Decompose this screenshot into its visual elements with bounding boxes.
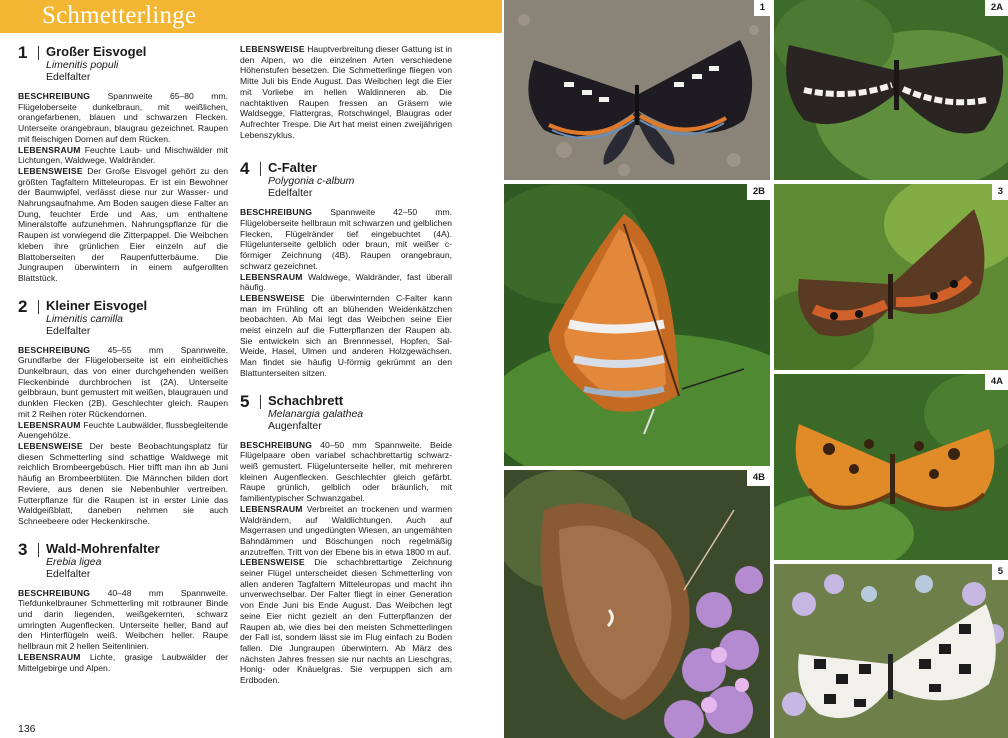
photo-label: 5 [992,564,1008,580]
entry-divider [38,543,39,557]
species-family: Edelfalter [268,187,313,200]
section-label: LEBENSWEISE [240,292,305,303]
photo-woodland-ringlet [774,184,1008,370]
photo-label: 4B [747,470,770,486]
photo-great-white-admiral [504,0,770,180]
species-latin-name: Limenitis populi [46,59,119,71]
section-text: Spannweite 42–50 mm. Flügeloberseite hellbraun mit schwarzen und gelblichen Flecken, Flügelränder tief eingebuchtet (4A). Flügelunterseite gelblich oder braun, mit weißer c-förmiger Zeichnung (4B). Raupen orangebraun, schwarz gezeichnet. [240,207,452,271]
photo-white-admiral-upperside [774,0,1008,180]
section-text: Spannweite 65–80 mm. Flügeloberseite dunkelbraun, mit weißlichen, orangefarbenen, blauen und schwarzen Flecken. Unterseite orangebraun, blaugrau gezeichnet. Raupen mit fleischigen Dornen auf dem Rücken. [18,91,228,144]
section-label: BESCHREIBUNG [240,439,313,450]
section-label: LEBENSRAUM [18,651,81,662]
species-entry-1 [18,44,228,284]
section-label: LEBENSRAUM [240,503,303,514]
entry-number: 1 [18,43,28,62]
section-label: LEBENSRAUM [240,271,303,282]
section-text: Feuchte Laubwälder, flussbegleitende Auengehölze. [18,419,228,441]
species-family: Edelfalter [46,324,91,337]
entry-number: 4 [240,159,250,179]
page-number: 136 [18,723,36,735]
section-label: BESCHREIBUNG [18,587,91,598]
butterfly-photo-graphic [774,374,1008,560]
butterfly-photo-graphic [774,184,1008,370]
right-column [240,44,452,700]
entry-body [18,588,228,674]
species-family: Edelfalter [46,567,91,580]
butterfly-photo-graphic [504,470,770,738]
section-label: LEBENSWEISE [240,44,305,54]
section-text: 40–48 mm Spannweite. Tiefdunkelbrauner Schmetterling mit rotbrauner Binde und darin liegenden, weißgekernten, schwarz umringten Augenflecken. Unterseite heller, Band auf den Hinterflügeln weiß. Weibchen heller. Raupe hellbraun mit 2 hellen Seitenlinien. [18,587,228,652]
section-text: Feuchte Laub- und Mischwälder mit Lichtungen, Waldwege, Waldränder. [18,144,228,166]
entry-number: 2 [18,296,28,316]
photo-label: 1 [754,0,770,16]
species-name: Wald-Mohrenfalter [46,540,160,556]
photo-marbled-white [774,564,1008,738]
butterfly-photo-graphic [504,0,770,180]
section-text: Lichte, grasige Laubwälder der Mittelgebirge und Alpen. [18,651,228,673]
species-entry-4 [240,160,452,378]
section-label: LEBENSRAUM [18,144,81,155]
species-name: Großer Eisvogel [46,44,147,59]
photo-comma-upperside [774,374,1008,560]
photo-label: 2A [985,0,1008,16]
entry-divider [38,46,39,60]
title-bar [0,0,502,33]
page-title: Schmetterlinge [42,2,197,29]
section-label: BESCHREIBUNG [18,91,91,101]
entry-number: 5 [240,391,250,411]
section-text: Die überwinternden C-Falter kann man im Frühling oft an blühenden Weidenkätzchen beobachten. Ab Mai legt das Weibchen seine Eier meist einzeln auf die Futterpflanzen der Raupen ab. Sie entwickeln sich an Brennnessel, Hopfen, Sal-Weide, Hasel, Ulmen und anderen Holzgewächsen. Man findet sie häufig U-förmig gekrümmt an den Blattunterseiten sitzen. [240,292,452,378]
species-family: Edelfalter [46,71,91,83]
species-entry-3-continued [240,44,452,140]
section-label: BESCHREIBUNG [18,344,91,355]
species-latin-name: Melanargia galathea [268,407,364,420]
entry-body [18,91,228,284]
text-page [0,0,502,738]
entry-body [18,345,228,527]
butterfly-photo-graphic [774,0,1008,180]
entry-divider [38,300,39,314]
photo-label: 3 [992,184,1008,200]
left-column [18,44,228,687]
section-label: LEBENSWEISE [18,440,83,451]
species-name: Kleiner Eisvogel [46,297,148,313]
section-text: Hauptverbreitung dieser Gattung ist in den Alpen, wo die einzelnen Arten verschiedene Höhenstufen besetzen. Die Schmetterlinge fliegen von Mitte Juli bis Ende August. Das Weibchen legt die Eier mit Vorliebe im hellen Waldinneren ab. Die nachtaktiven Raupen fressen an Gräsern wie Waldsegge, Flattergras, Rotschwingel, Blaugras oder Aufrechter Trespe. Die Art hat meist einen zweijährigen Lebenszyklus. [240,44,453,140]
photo-white-admiral-underside [504,184,770,466]
species-entry-3 [18,541,228,674]
photo-label: 2B [747,184,770,200]
species-latin-name: Limenitis camilla [46,312,124,325]
section-text: Die schachbrettartige Zeichnung seiner Flügel unterscheidet diesen Schmetterling von allen anderen Tagfaltern Mitteleuropas und macht ihn unverwechselbar. Der Falter fliegt in einer Generation von Ende Juni bis Ende August. Das Weibchen legt seine Eier nicht gezielt an den Futterpflanzen der Raupen ab, wie dies bei den meisten Schmetterlingen der Fall ist, sondern lässt sie im Flug einfach zu Boden fallen. Die Jungraupen überwintern. Ab März des nächsten Jahres fressen sie nur nachts an Lieschgras, Honig- oder Knäuelgras. Sie verpuppen sich am Erdboden. [240,557,453,686]
species-name: C-Falter [268,160,318,176]
entry-divider [260,395,261,409]
section-label: LEBENSWEISE [18,165,83,176]
species-name: Schachbrett [268,392,344,408]
butterfly-photo-graphic [774,564,1008,738]
section-text: 40–50 mm Spannweite. Beide Flügelpaare oben variabel schachbrettartig schwarz-weiß gemustert. Flügelunterseite heller, mit mehreren kleinen Augenflecken. Geschlechter gleich gefärbt. Raupe grünlich, gelblich oder bräunlich, mit familientypischer Schwanzgabel. [240,439,453,504]
species-family: Augenfalter [268,419,322,432]
entry-body [240,44,452,140]
species-latin-name: Erebia ligea [46,555,102,568]
entry-divider [260,162,261,176]
section-text: Waldwege, Waldränder, fast überall häufig. [240,271,452,293]
photo-label: 4A [985,374,1008,390]
entry-body [240,440,452,686]
species-entry-2 [18,298,228,527]
entry-number: 3 [18,539,28,559]
species-entry-5 [240,393,452,686]
section-text: Der Große Eisvogel gehört zu den größten Tagfaltern Mitteleuropas. Er ist ein Bewohner der Baumwipfel, verlässt diese nur zur Wasser- und Nahrungsaufnahme. Am Boden saugen diese Falter an Dung, feuchter Erde und Aas, um enthaltene Mineralstoffe aufzunehmen. Nahrungspflanze für die Raupen ist vorwiegend die Zitterpappel. Die Weibchen kleben ihre grünlichen Eier einzeln auf die Blattoberseiten der Raupenfutterbäume. Die Jungraupen überwintern in einem aufgerollten Blattstück. [18,165,229,283]
section-label: BESCHREIBUNG [240,207,313,218]
entry-body [240,207,452,378]
photo-comma-underside [504,470,770,738]
section-label: LEBENSWEISE [240,557,305,568]
species-latin-name: Polygonia c-album [268,175,355,188]
section-text: Verbreitet an trockenen und warmen Waldrändern, auf Waldlichtungen. Auch auf Magerrasen und ungedüngten Wiesen, an ungemähten Bahndämmen und Böschungen noch regelmäßig anzutreffen. Tritt von der Ebene bis in etwa 1800 m auf. [240,503,452,557]
butterfly-photo-graphic [504,184,770,466]
section-text: Der beste Beobachtungsplatz für diesen Schmetterling sind schattige Waldwege mit reichlich Brombeergebüsch. Hier trifft man ihn ab Juni häufig an Brombeerblüten. Die Männchen bilden dort Reviere, aus denen sie Nebenbuhler vertreiben. Futterpflanze für die Raupen ist in erster Linie das Waldgeißblatt, daneben nehmen sie auch Schneebeere oder Heckenkirsche. [18,440,228,526]
section-label: LEBENSRAUM [18,419,81,430]
section-text: 45–55 mm Spannweite. Grundfarbe der Flügeloberseite ist ein einheitliches Dunkelbraun, das von einer durchgehenden weißen Fleckenbinde durchbrochen ist (2A). Unterseite gelbbraun, bunt gemustert mit weißen, blaugrauen und dunklen Flecken (2B). Geschlechter gleich. Raupen mit 2 Reihen roter Rückendornen. [18,344,228,419]
